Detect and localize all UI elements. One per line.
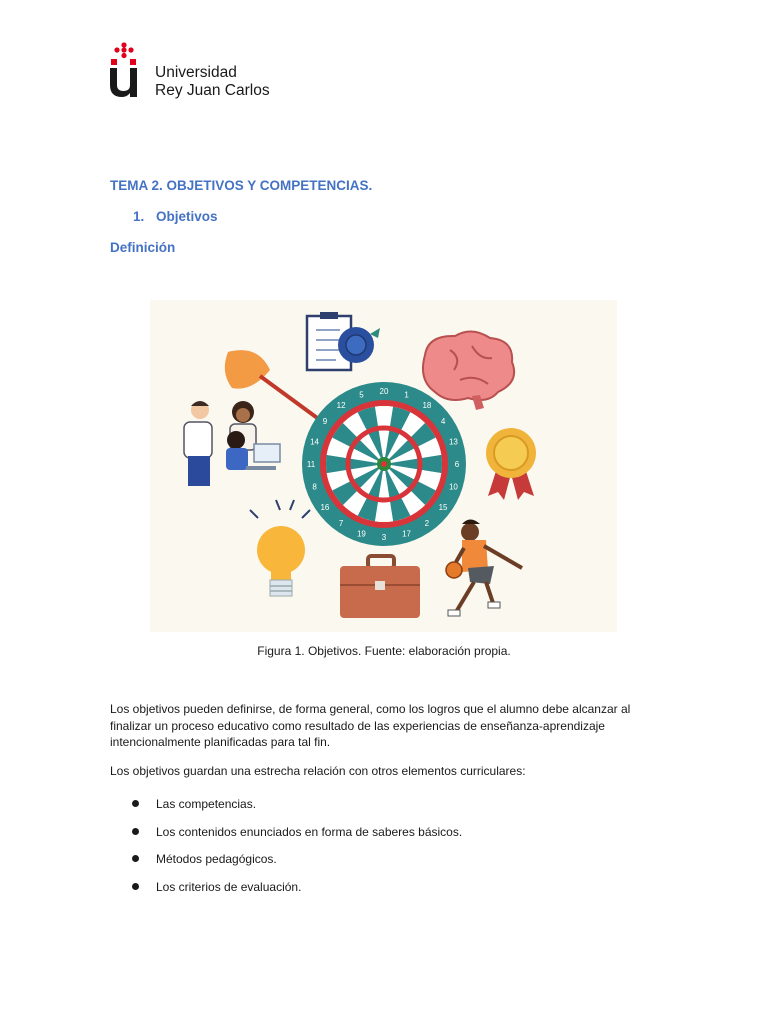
list-item-text: Los criterios de evaluación. bbox=[156, 880, 302, 895]
dartboard-number: 20 bbox=[379, 387, 389, 396]
dartboard-number: 2 bbox=[424, 519, 430, 529]
dartboard-number: 7 bbox=[338, 519, 344, 529]
people-icon bbox=[184, 401, 280, 486]
section-title: Objetivos bbox=[156, 209, 218, 224]
dartboard-number: 11 bbox=[306, 460, 316, 469]
bullet-icon bbox=[132, 855, 139, 862]
medal-icon bbox=[486, 428, 536, 500]
dartboard-number: 15 bbox=[438, 502, 448, 512]
dartboard-number: 5 bbox=[359, 390, 364, 400]
figure-caption: Figura 1. Objetivos. Fuente: elaboración propia. bbox=[257, 644, 511, 658]
logo-line-1: Universidad bbox=[155, 64, 237, 81]
dartboard-number: 6 bbox=[454, 460, 460, 469]
brain-icon bbox=[423, 331, 514, 410]
paragraph-definition: Los objetivos pueden definirse, de forma general, como los logros que el alumno debe alcanzar al finalizar un proceso educativo como resultado de las experiencias de enseñanza-aprendizaje intencionalmente planificadas para tal fin. bbox=[110, 702, 631, 749]
dartboard-number: 1 bbox=[404, 390, 409, 400]
bullet-icon bbox=[132, 800, 139, 807]
list-item bbox=[110, 879, 462, 907]
dartboard-number: 4 bbox=[440, 417, 446, 427]
chapter-title: TEMA 2. OBJETIVOS Y COMPETENCIAS. bbox=[110, 178, 373, 193]
dartboard-number: 18 bbox=[422, 400, 432, 410]
illustration bbox=[150, 300, 617, 632]
dartboard-number: 13 bbox=[448, 437, 458, 447]
list-item bbox=[110, 796, 462, 824]
checklist-icon bbox=[307, 312, 380, 370]
bullet-icon bbox=[132, 883, 139, 890]
dartboard-number: 19 bbox=[356, 529, 366, 539]
dartboard-icon bbox=[302, 382, 466, 546]
dartboard-number: 14 bbox=[310, 437, 320, 447]
list-item-text: Las competencias. bbox=[156, 797, 257, 811]
briefcase-icon bbox=[340, 556, 420, 618]
logo-line-2: Rey Juan Carlos bbox=[155, 82, 270, 99]
university-logo bbox=[108, 42, 278, 102]
list-item bbox=[110, 824, 462, 852]
lightbulb-icon bbox=[250, 500, 310, 596]
section-number: 1. bbox=[133, 209, 145, 224]
list-item bbox=[110, 851, 462, 879]
urjc-logo-icon bbox=[108, 42, 140, 98]
dartboard-number: 16 bbox=[320, 502, 330, 512]
objectives-figure bbox=[150, 300, 617, 632]
list-item-text: Los contenidos enunciados en forma de saberes básicos. bbox=[156, 824, 463, 839]
dartboard-number: 12 bbox=[336, 400, 346, 410]
bullet-icon bbox=[132, 828, 139, 835]
list-item-text: Métodos pedagógicos. bbox=[156, 852, 277, 867]
basketball-player-icon bbox=[446, 520, 522, 617]
paragraph-relation: Los objetivos guardan una estrecha relación con otros elementos curriculares: bbox=[110, 764, 526, 778]
dartboard-number: 8 bbox=[312, 482, 317, 492]
dartboard-number: 17 bbox=[402, 529, 412, 539]
dartboard-number: 10 bbox=[448, 482, 458, 492]
curricular-elements-list bbox=[110, 796, 462, 907]
dartboard-number: 3 bbox=[381, 533, 387, 542]
subsection-heading: Definición bbox=[110, 240, 176, 255]
section-heading bbox=[133, 209, 218, 224]
dartboard-number: 9 bbox=[322, 417, 328, 427]
